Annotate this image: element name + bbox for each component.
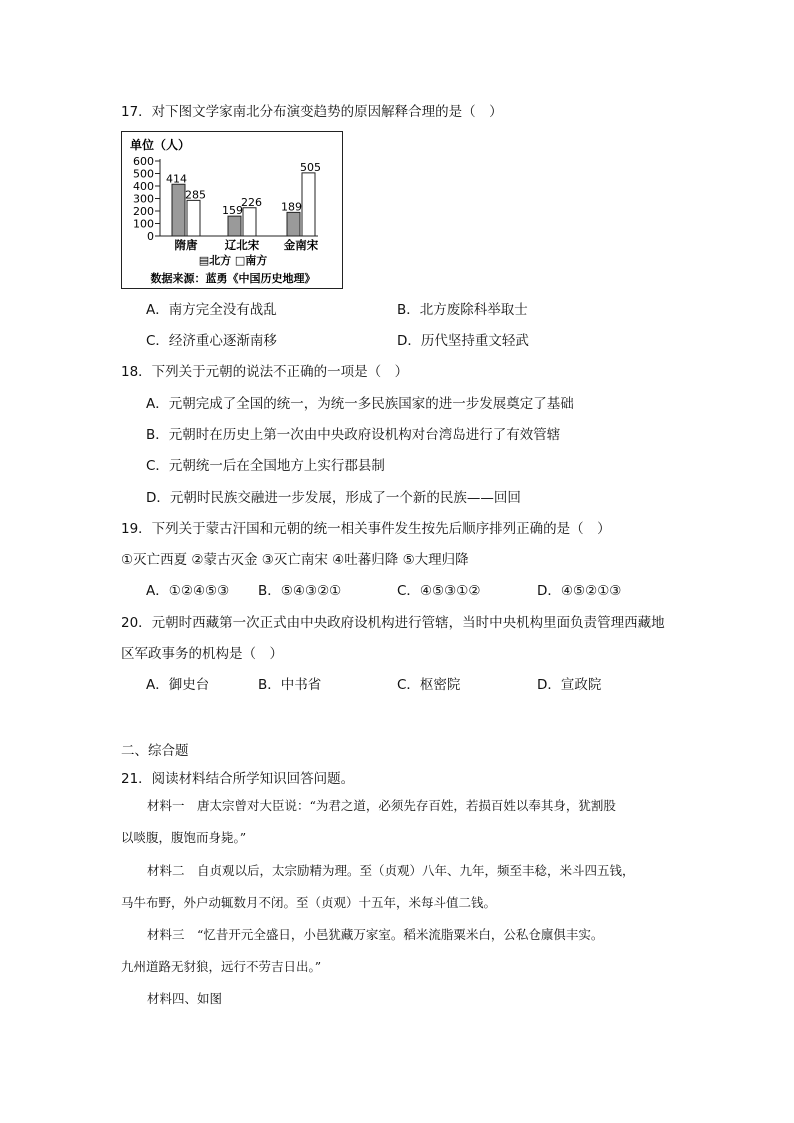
bar-north [287,212,300,236]
q18-option-b[interactable]: B．元朝时在历史上第一次由中央政府设机构对台湾岛进行了有效管辖 [146,427,561,443]
q18-option-a[interactable]: A．元朝完成了全国的统一，为统一多民族国家的进一步发展奠定了基础 [146,396,574,412]
bar-chart [121,131,343,289]
y-tick-label: 500 [133,167,154,181]
q19-option-b[interactable]: B．⑤④③②① [258,583,342,599]
q19-option-c[interactable]: C．④⑤③①② [397,583,481,599]
bar-south [302,173,315,236]
bar-north [228,216,241,236]
bar-south [243,208,256,236]
data-label: 159 [222,204,243,218]
chart-source: 数据来源：蓝勇《中国历史地理》 [150,272,316,285]
q20-stem-line2: 区军政事务的机构是（ ） [121,646,283,662]
q17-stem: 17．对下图文学家南北分布演变趋势的原因解释合理的是（ ） [121,104,503,120]
bar-south [187,200,200,236]
q21-stem: 21．阅读材料结合所学知识回答问题。 [121,771,355,787]
material-3-line1: 材料三 “忆昔开元全盛日，小邑犹藏万家室。稻米流脂粟米白，公私仓廪俱丰实。 [147,927,604,942]
q19-stem: 19．下列关于蒙古汗国和元朝的统一相关事件发生按先后顺序排列正确的是（ ） [121,521,611,537]
data-label: 285 [185,188,206,202]
q20-option-d[interactable]: D．宣政院 [537,677,602,693]
q19-option-a[interactable]: A．①②④⑤③ [146,583,230,599]
data-label: 505 [300,160,321,174]
bar-north [172,184,185,236]
q17-option-d[interactable]: D．历代坚持重文轻武 [397,333,529,349]
material-3-line2: 九州道路无豺狼，远行不劳吉日出。” [121,959,322,974]
q17-option-a[interactable]: A．南方完全没有战乱 [146,302,277,318]
y-tick-label: 400 [133,180,154,193]
q20-option-b[interactable]: B．中书省 [258,677,322,693]
q17-option-c[interactable]: C．经济重心逐渐南移 [146,333,277,349]
y-tick-label: 100 [133,217,154,231]
q19-items: ①灭亡西夏 ②蒙古灭金 ③灭亡南宋 ④吐蕃归降 ⑤大理归降 [121,552,469,568]
x-tick-label: 辽北宋 [224,238,260,252]
q18-stem: 18．下列关于元朝的说法不正确的一项是（ ） [121,364,409,380]
material-2-line2: 马牛布野，外户动辄数月不闭。至（贞观）十五年，米每斗值二钱。 [121,895,497,910]
y-tick-label: 600 [133,155,154,168]
x-tick-label: 隋唐 [174,238,198,252]
material-4: 材料四、如图 [147,991,223,1006]
material-1-line2: 以啖腹，腹饱而身毙。” [121,830,247,845]
y-tick-label: 300 [133,192,154,206]
data-label: 226 [241,195,262,209]
y-tick-label: 0 [147,230,154,243]
chart-svg [122,132,344,290]
y-tick-label: 200 [133,205,154,218]
material-2-line1: 材料二 自贞观以后，太宗励精为理。至（贞观）八年、九年，频至丰稔，米斗四五钱， [147,863,635,878]
x-tick-label: 金南宋 [283,238,319,252]
q18-option-c[interactable]: C．元朝统一后在全国地方上实行郡县制 [146,458,385,474]
legend: ▤北方 □南方 [198,254,268,267]
q20-option-a[interactable]: A．御史台 [146,677,210,693]
section-heading: 二、综合题 [121,743,189,759]
q19-option-d[interactable]: D．④⑤②①③ [537,583,622,599]
data-label: 189 [281,200,302,214]
q18-option-d[interactable]: D．元朝时民族交融进一步发展，形成了一个新的民族——回回 [146,490,521,506]
data-label: 414 [166,172,187,186]
q20-stem-line1: 20．元朝时西藏第一次正式由中央政府设机构进行管辖，当时中央机构里面负责管理西藏地 [121,615,665,631]
q20-option-c[interactable]: C．枢密院 [397,677,461,693]
material-1-line1: 材料一 唐太宗曾对大臣说：“为君之道，必须先存百姓，若损百姓以奉其身，犹割股 [147,798,616,813]
q17-option-b[interactable]: B．北方废除科举取士 [397,302,528,318]
chart-title: 单位（人） [130,138,191,152]
